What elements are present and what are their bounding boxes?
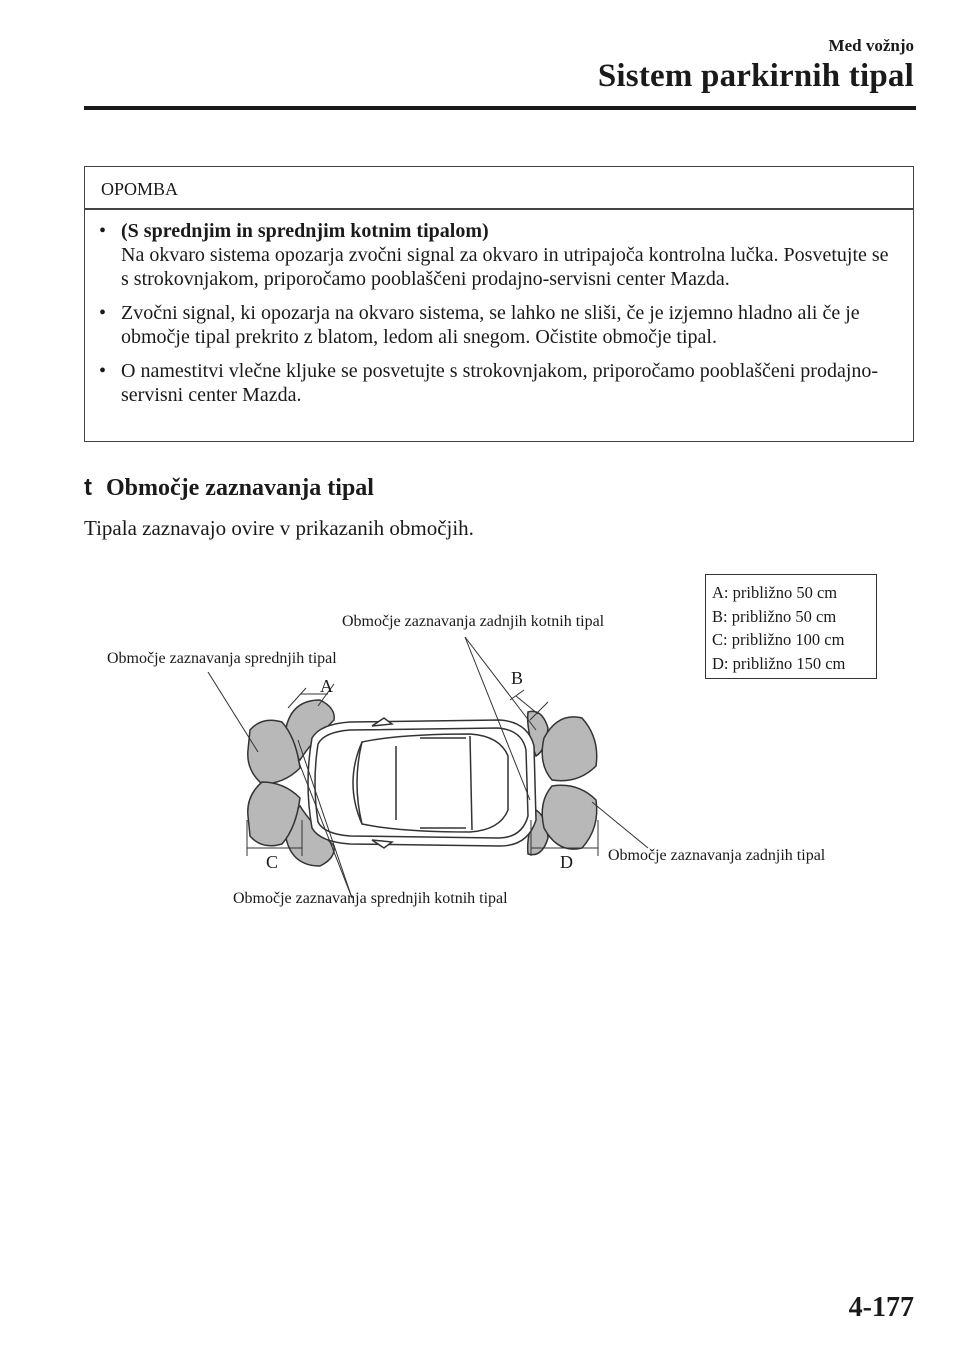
legend-line: B: približno 50 cm — [712, 606, 837, 626]
dimension-letter-c: C — [266, 852, 279, 872]
legend-line: C: približno 100 cm — [712, 630, 845, 649]
bullet-icon: • — [99, 360, 107, 382]
page-number: 4-177 — [848, 1292, 914, 1323]
label-rear-corner-zone: Območje zaznavanja zadnjih kotnih tipal — [342, 613, 605, 630]
dimension-letter-b: B — [511, 668, 524, 688]
note-item-text: O namestitvi vlečne kljuke se posvetujte s strokovnjakom, priporočamo pooblaščeni prodajno-servisni center Mazda. — [121, 360, 879, 406]
bullet-icon: • — [99, 220, 107, 242]
page-title: Sistem parkirnih tipal — [597, 58, 914, 94]
note-heading: OPOMBA — [101, 179, 179, 199]
rear-zone-right-bottom — [542, 785, 597, 849]
legend-line: A: približno 50 cm — [712, 583, 838, 602]
label-rear-zone: Območje zaznavanja zadnjih tipal — [608, 847, 826, 864]
distance-legend — [705, 574, 877, 679]
header-section: Med vožnjo — [828, 36, 914, 55]
bullet-icon: • — [99, 302, 107, 324]
section-marker: t — [84, 474, 92, 501]
intro-text: Tipala zaznavajo ovire v prikazanih območjih. — [84, 516, 474, 540]
section-heading-text: Območje zaznavanja tipal — [106, 475, 374, 501]
note-item-text: Na okvaro sistema opozarja zvočni signal za okvaro in utripajoča kontrolna lučka. Posvetujte se s strokovnjakom, priporočamo pooblaščeni prodajno-servisni center Mazda. — [121, 244, 889, 290]
note-item-title: (S sprednjim in sprednjim kotnim tipalom) — [121, 220, 489, 242]
car-outline — [308, 718, 536, 848]
label-front-corner-zone: Območje zaznavanja sprednjih kotnih tipal — [233, 890, 508, 907]
dimension-letter-d: D — [560, 852, 573, 872]
legend-line: D: približno 150 cm — [712, 653, 846, 673]
label-front-zone: Območje zaznavanja sprednjih tipal — [107, 650, 337, 667]
note-item-text: Zvočni signal, ki opozarja na okvaro sistema, se lahko ne sliši, če je izjemno hladno ali če je območje tipal prekrito z blatom, ledom ali snegom. Očistite območje tipal. — [121, 302, 860, 348]
dimension-letter-a: A — [320, 676, 333, 696]
rear-zone-right-top — [542, 717, 597, 781]
